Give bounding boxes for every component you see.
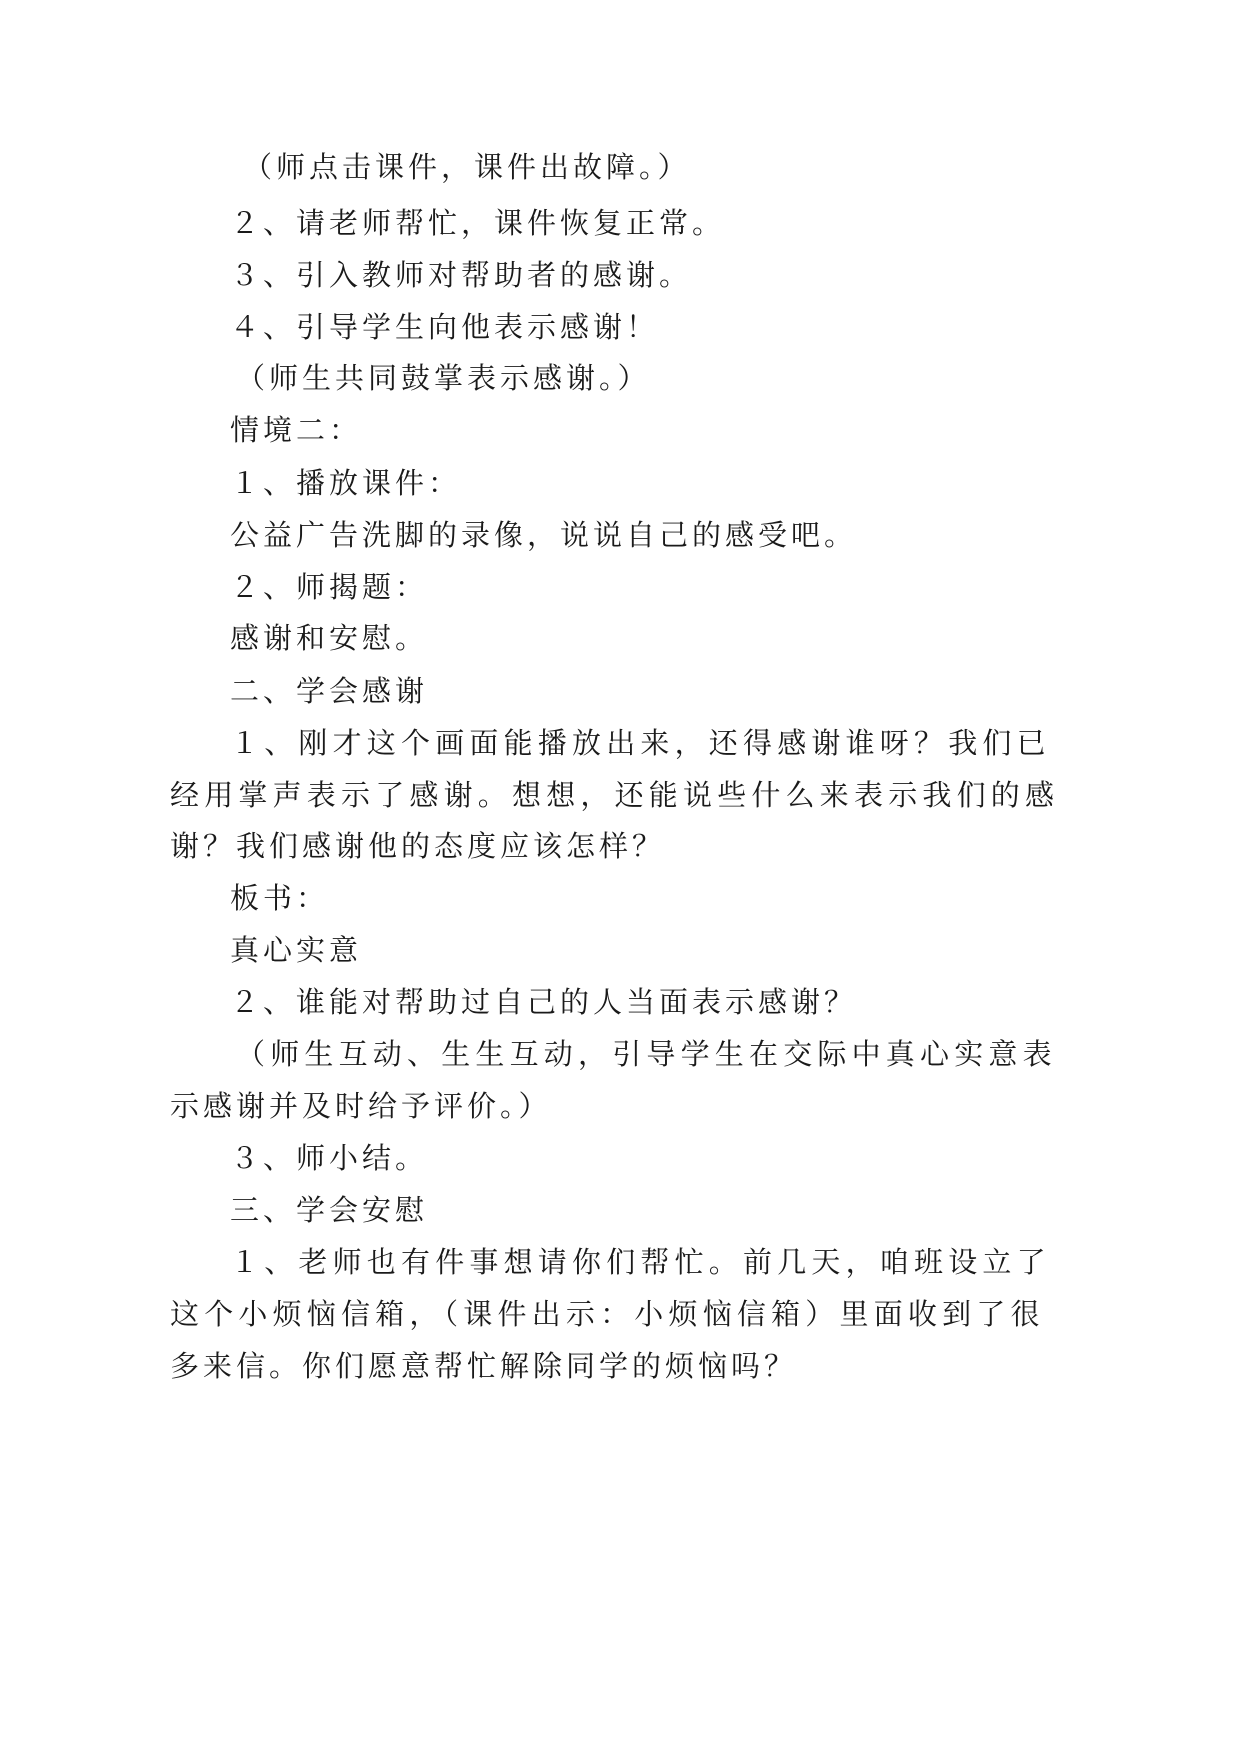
paragraph-line: 公益广告洗脚的录像，说说自己的感受吧。 xyxy=(230,518,858,552)
paragraph-line: 示感谢并及时给予评价。） xyxy=(170,1089,552,1123)
paragraph-line: （师点击课件，课件出故障。） xyxy=(243,150,691,184)
paragraph-line: （师生共同鼓掌表示感谢。） xyxy=(236,361,651,395)
section-heading: 二、学会感谢 xyxy=(230,674,429,708)
paragraph-line: ２、师揭题： xyxy=(230,570,429,604)
paragraph-line: ４、引导学生向他表示感谢！ xyxy=(230,310,660,344)
paragraph-line: 情境二： xyxy=(230,413,363,447)
paragraph-line: ２、谁能对帮助过自己的人当面表示感谢？ xyxy=(230,985,858,1019)
paragraph-line: ３、师小结。 xyxy=(230,1141,429,1175)
paragraph-line: １、刚才这个画面能播放出来，还得感谢谁呀？我们已 xyxy=(230,726,1051,760)
paragraph-line: ２、请老师帮忙，课件恢复正常。 xyxy=(230,206,726,240)
paragraph-line: 谢？我们感谢他的态度应该怎样？ xyxy=(170,829,666,863)
paragraph-line: １、老师也有件事想请你们帮忙。前几天，咱班设立了 xyxy=(230,1245,1051,1279)
paragraph-line: 多来信。你们愿意帮忙解除同学的烦恼吗？ xyxy=(170,1349,798,1383)
paragraph-line: 板书： xyxy=(230,881,330,915)
paragraph-line: １、播放课件： xyxy=(230,466,462,500)
paragraph-line: 经用掌声表示了感谢。想想，还能说些什么来表示我们的感 xyxy=(170,778,1060,812)
paragraph-line: 感谢和安慰。 xyxy=(230,621,429,655)
paragraph-line: 真心实意 xyxy=(230,933,363,967)
section-heading: 三、学会安慰 xyxy=(230,1193,429,1227)
paragraph-line: 这个小烦恼信箱，（课件出示：小烦恼信箱）里面收到了很 xyxy=(170,1297,1045,1331)
paragraph-line: （师生互动、生生互动，引导学生在交际中真心实意表 xyxy=(236,1037,1057,1071)
paragraph-line: ３、引入教师对帮助者的感谢。 xyxy=(230,258,693,292)
